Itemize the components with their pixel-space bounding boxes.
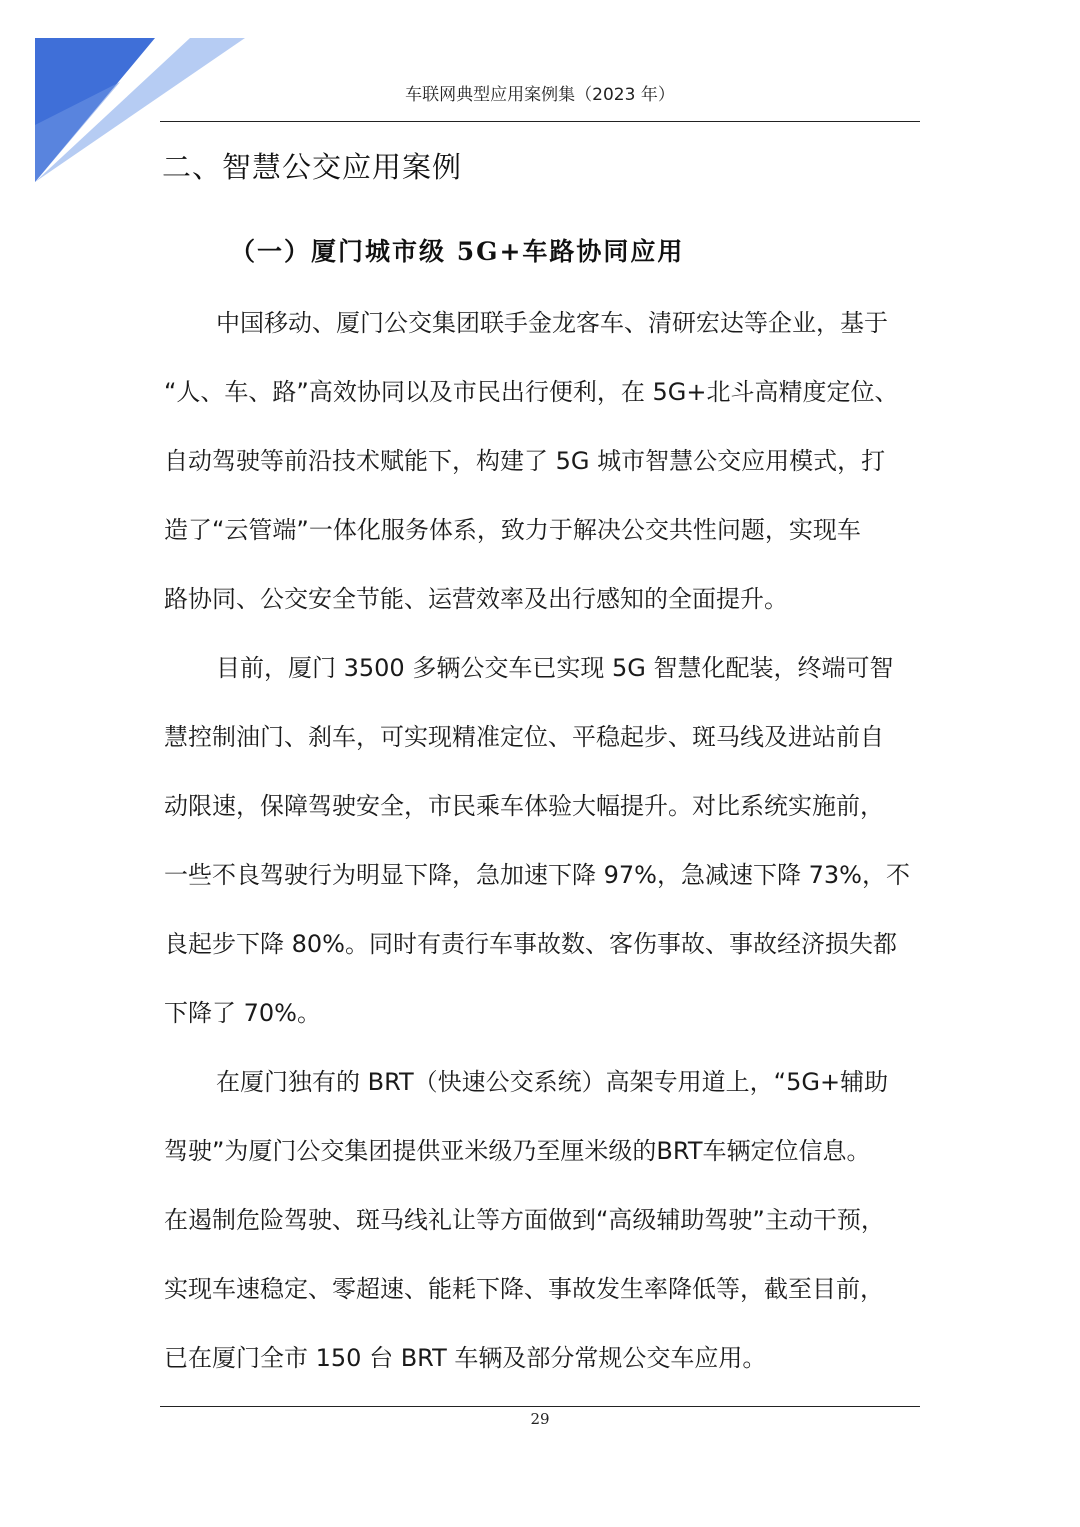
paragraph-line: 在厦门独有的 BRT（快速公交系统）高架专用道上，“5G+辅助 [216,1068,889,1096]
subsection-heading: （一）厦门城市级 5G+车路协同应用 [230,237,685,266]
paragraph-line: 下降了 70%。 [164,999,321,1027]
section-heading: 二、智慧公交应用案例 [162,150,463,184]
paragraph-line: 在遏制危险驾驶、斑马线礼让等方面做到“高级辅助驾驶”主动干预， [164,1206,885,1234]
paragraph-line: 一些不良驾驶行为明显下降，急加速下降 97%，急减速下降 73%，不 [164,861,910,889]
paragraph-line: 已在厦门全市 150 台 BRT 车辆及部分常规公交车应用。 [164,1344,767,1372]
page-number: 29 [530,1410,550,1428]
header-title: 车联网典型应用案例集（2023 年） [405,85,675,105]
paragraph-line: 中国移动、厦门公交集团联手金龙客车、清研宏达等企业，基于 [216,309,888,337]
paragraph-line: 良起步下降 80%。同时有责行车事故数、客伤事故、事故经济损失都 [164,930,897,958]
footer-divider [160,1406,920,1407]
paragraph-line: 驾驶”为厦门公交集团提供亚米级乃至厘米级的BRT车辆定位信息。 [164,1137,871,1165]
header-divider [160,121,920,122]
paragraph-line: 动限速，保障驾驶安全，市民乘车体验大幅提升。对比系统实施前， [164,792,884,820]
paragraph-3 [164,1065,924,1410]
paragraph-line: 自动驾驶等前沿技术赋能下，构建了 5G 城市智慧公交应用模式，打 [164,447,886,475]
paragraph-line: 目前，厦门 3500 多辆公交车已实现 5G 智慧化配装，终端可智 [216,654,894,682]
paragraph-2 [164,651,924,1065]
paragraph-line: 实现车速稳定、零超速、能耗下降、事故发生率降低等，截至目前， [164,1275,884,1303]
paragraph-line: 慧控制油门、刹车，可实现精准定位、平稳起步、斑马线及进站前自 [164,723,884,751]
paragraph-line: 造了“云管端”一体化服务体系，致力于解决公交共性问题，实现车 [164,516,861,544]
paragraph-line: 路协同、公交安全节能、运营效率及出行感知的全面提升。 [164,585,788,613]
paragraph-1 [164,306,924,651]
paragraph-line: “人、车、路”高效协同以及市民出行便利，在 5G+北斗高精度定位、 [164,378,899,406]
